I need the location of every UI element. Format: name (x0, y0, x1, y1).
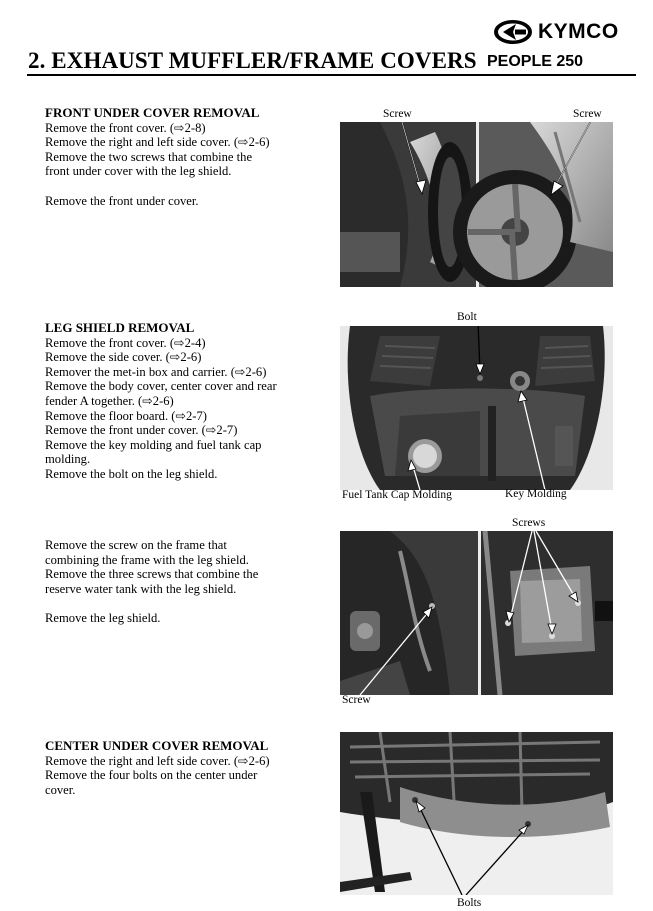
instruction-line: Remove the two screws that combine the (45, 149, 253, 164)
callout-screws: Screws (512, 517, 546, 529)
section-front-under-cover (45, 106, 270, 208)
instruction-line: Remove the right and left side cover. (⇨2-6) (45, 135, 270, 150)
section-heading: LEG SHIELD REMOVAL (45, 320, 195, 335)
callout-key-molding: Key Molding (505, 488, 567, 500)
instruction-line: Remove the front cover. (⇨2-8) (45, 120, 206, 135)
instruction-line: Remove the side cover. (⇨2-6) (45, 350, 202, 365)
instruction-line: Remove the leg shield. (45, 610, 161, 625)
kymco-logo (492, 17, 619, 47)
kymco-logo-icon (492, 17, 534, 47)
logo-text: KYMCO (538, 20, 619, 43)
section-center-under-cover (45, 739, 270, 797)
front-under-cover-photo (340, 122, 613, 287)
instruction-line: Remove the front under cover. (⇨2-7) (45, 423, 238, 438)
instruction-line: Remove the bolt on the leg shield. (45, 466, 218, 481)
callout-screw-right: Screw (573, 108, 602, 120)
instruction-line: Remove the four bolts on the center under (45, 768, 258, 783)
header-rule (27, 74, 636, 76)
model-name: PEOPLE 250 (487, 53, 584, 70)
instruction-line: Remove the key molding and fuel tank cap (45, 437, 262, 452)
section-leg-shield-screws (45, 538, 258, 626)
instruction-line: Remover the met-in box and carrier. (⇨2-6) (45, 364, 267, 379)
instruction-line: Remove the three screws that combine the (45, 567, 259, 582)
callout-bolt: Bolt (457, 311, 477, 323)
section-heading: FRONT UNDER COVER REMOVAL (45, 105, 260, 120)
instruction-line: Remove the floor board. (⇨2-7) (45, 408, 207, 423)
instruction-line: Remove the front under cover. (45, 193, 199, 208)
frame-screws-photo (340, 531, 613, 695)
callout-screw-left: Screw (383, 108, 412, 120)
instruction-line: front under cover with the leg shield. (45, 164, 232, 179)
instruction-line: cover. (45, 782, 76, 797)
instruction-line: molding. (45, 452, 91, 467)
leg-shield-photo (340, 326, 613, 490)
instruction-line: Remove the right and left side cover. (⇨2-6) (45, 753, 270, 768)
callout-bolts: Bolts (457, 897, 482, 909)
instruction-line: Remove the screw on the frame that (45, 538, 227, 552)
instruction-line: Remove the front cover. (⇨2-4) (45, 335, 206, 350)
page-title: 2. EXHAUST MUFFLER/FRAME COVERS (28, 48, 477, 73)
instruction-line: combining the frame with the leg shield. (45, 552, 249, 567)
instruction-line: Remove the body cover, center cover and rear (45, 379, 277, 394)
center-under-cover-photo (340, 732, 613, 895)
section-heading: CENTER UNDER COVER REMOVAL (45, 738, 269, 753)
callout-fuel-tank-cap-molding: Fuel Tank Cap Molding (342, 489, 452, 501)
callout-screw: Screw (342, 694, 371, 706)
instruction-line: fender A together. (⇨2-6) (45, 393, 174, 408)
instruction-line: reserve water tank with the leg shield. (45, 581, 237, 596)
section-leg-shield-removal (45, 321, 277, 482)
